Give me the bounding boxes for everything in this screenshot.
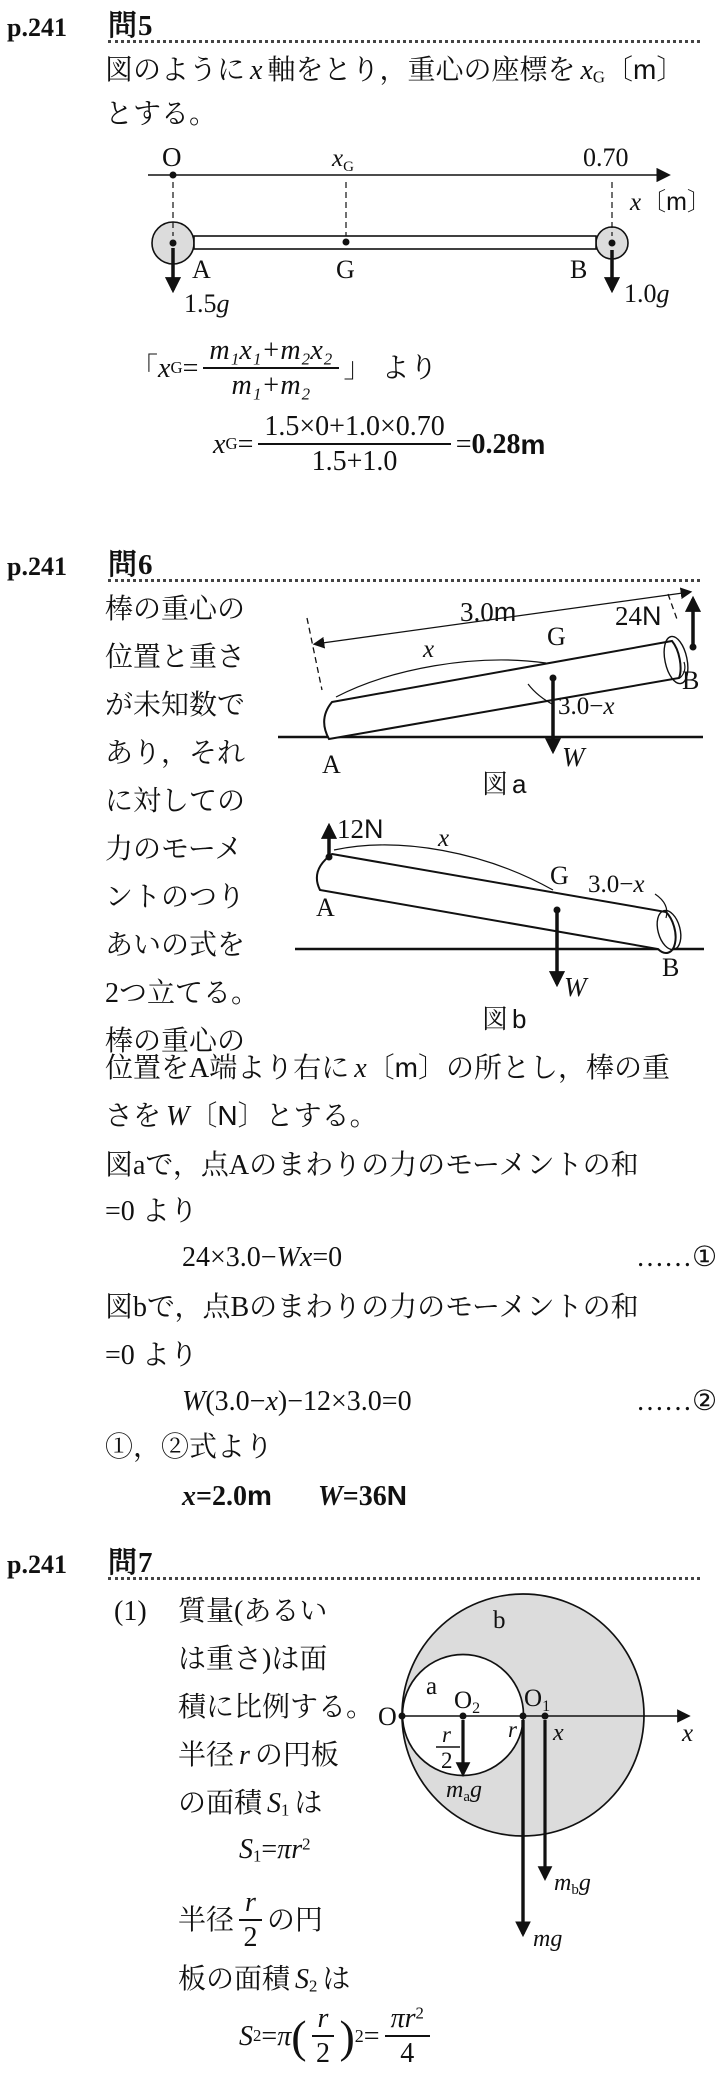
p5-formula-quote: 「 x G = $\frac{\text{m₁x₁+m₂x₂}}{\text{m₁+m₂}}$ 」 より	[130, 335, 438, 402]
p6-body-line: 図bで，点Bのまわりの力のモーメントの和	[105, 1292, 639, 1323]
figure-problem7	[370, 1580, 720, 1980]
problem5-title: 問5	[108, 10, 154, 42]
p6-col-line: 棒の重心の	[105, 1026, 246, 1057]
p6-col-line: あり，それ	[105, 738, 246, 769]
caption-b: 図 b	[482, 1004, 527, 1034]
problem7-title: 問7	[108, 1547, 154, 1579]
p7-col-line: 半径 $\frac{r}{2}$ の円	[178, 1887, 323, 1954]
p6-body-line: ①，②式より	[105, 1432, 274, 1463]
label-xg: $x_G$	[332, 145, 354, 175]
p6-body-line: =0 より	[105, 1196, 198, 1227]
label-24N: 24N	[615, 601, 662, 631]
label-B: B	[662, 953, 680, 982]
dot-b	[609, 240, 616, 247]
p7-eq-s1: $S1=\pi r^2$	[239, 1834, 311, 1866]
rod	[324, 641, 680, 739]
dot-g	[554, 907, 561, 914]
p5-calc: x G = $\frac{1.5\times 0+1.0\times 0.70}{1.5+1.0}$ = 0.28 m	[213, 411, 546, 478]
dot-O	[399, 1713, 406, 1720]
page-ref-5: p.241	[7, 13, 67, 42]
label-O: O	[162, 142, 182, 172]
dot-a	[170, 240, 177, 247]
label-12N: 12N	[337, 814, 384, 844]
frac-den-2: 2	[441, 1748, 453, 1773]
label-x-axis: x	[682, 1720, 694, 1747]
label-x-point: x	[553, 1720, 564, 1746]
p6-body-line: 図aで，点Aのまわりの力のモーメントの和	[105, 1150, 639, 1181]
label-A: A	[316, 893, 335, 922]
label-10g: 1.0g	[624, 279, 670, 308]
p7-col-line: 積に比例する。	[178, 1692, 375, 1723]
rod	[194, 236, 596, 249]
label-W: W	[564, 972, 587, 1002]
problem6-rule	[108, 579, 700, 582]
p7-col-line: 質量(あるい	[178, 1596, 328, 1627]
label-G: G	[336, 255, 355, 284]
figure-a	[270, 585, 710, 807]
page-ref-7: p.241	[7, 1550, 67, 1579]
rod	[317, 854, 676, 953]
p6-body-line: 位置をA端より右に x〔m〕の所とし，棒の重	[105, 1052, 670, 1084]
p6-eq1-tag: ……①	[636, 1242, 718, 1273]
dot-o	[170, 172, 177, 179]
dash-right	[668, 594, 678, 622]
label-15g: 1.5g	[184, 289, 230, 318]
p6-body-line: さを W〔N〕とする。	[105, 1100, 378, 1132]
figure-b	[270, 810, 715, 1038]
label-r: r	[508, 1717, 517, 1742]
label-rem: 3.0−x	[558, 693, 615, 720]
problem5-rule	[108, 40, 700, 43]
dash-left	[307, 618, 322, 690]
p5-body-line2: とする。	[105, 99, 218, 130]
label-mag: mag	[446, 1777, 483, 1805]
label-G: G	[550, 861, 569, 890]
caption-a: 図 a	[482, 769, 527, 799]
p6-col-line: に対しての	[105, 786, 246, 817]
label-a: a	[426, 1673, 438, 1700]
p7-item-number: (1)	[114, 1596, 147, 1627]
label-070: 0.70	[583, 143, 629, 172]
label-B: B	[570, 255, 588, 284]
label-axis-x: x〔m〕	[630, 188, 712, 216]
p7-eq-s2: S 2 = π ( $\frac{r}{2}$ ) 2 = $\frac{\pi r^2}{4}$	[239, 2004, 435, 2069]
p6-col-line: あいの式を	[105, 930, 246, 961]
p7-col-line: の面積 S1 は	[178, 1788, 323, 1820]
label-A: A	[322, 750, 341, 779]
label-mg: mg	[533, 1926, 563, 1952]
p6-result: x=2.0m W=36N	[182, 1480, 407, 1512]
p7-col-line: 板の面積 S2 は	[178, 1964, 351, 1996]
label-x: x	[423, 636, 435, 663]
p6-eq2-tag: ……②	[636, 1386, 718, 1417]
label-x: x	[438, 825, 450, 852]
dot-O1	[520, 1713, 527, 1720]
p7-col-line: は重さ)は面	[178, 1644, 328, 1675]
p5-body-line1: 図のように x 軸をとり，重心の座標を xG〔m〕	[105, 54, 685, 87]
p6-equation-2: W(3.0−x)−12×3.0=0	[182, 1386, 412, 1417]
label-A: A	[192, 255, 211, 284]
dot-b-end	[690, 644, 697, 651]
p6-col-line: 力のモーメ	[105, 834, 243, 865]
p6-col-line: 2つ立てる。	[105, 978, 260, 1009]
label-mbg: mbg	[554, 1870, 591, 1898]
label-W: W	[562, 742, 585, 772]
dot-g	[550, 675, 557, 682]
label-B: B	[682, 666, 700, 695]
label-G: G	[547, 622, 566, 651]
figure-problem5	[100, 130, 712, 340]
label-rem: 3.0−x	[588, 871, 645, 898]
p6-col-line: が未知数で	[105, 690, 246, 721]
p6-col-line: ントのつり	[105, 882, 246, 913]
p6-col-line: 棒の重心の	[105, 594, 246, 625]
label-O1: $O_1$	[524, 1685, 551, 1715]
label-b: b	[493, 1607, 506, 1634]
p6-body-line: =0 より	[105, 1340, 198, 1371]
label-O2: $O_2$	[454, 1687, 481, 1717]
page-ref-6: p.241	[7, 552, 67, 581]
label-O: O	[378, 1702, 397, 1731]
p6-equation-1: 24×3.0−Wx=0	[182, 1242, 343, 1273]
p6-col-line: 位置と重さ	[105, 642, 246, 673]
problem6-title: 問6	[108, 549, 154, 581]
dot-a-end	[326, 854, 333, 861]
dot-g	[343, 239, 350, 246]
label-30m: 3.0m	[460, 597, 517, 627]
p7-col-line: 半径 r の円板	[178, 1740, 339, 1771]
frac-num-r: r	[442, 1722, 451, 1747]
